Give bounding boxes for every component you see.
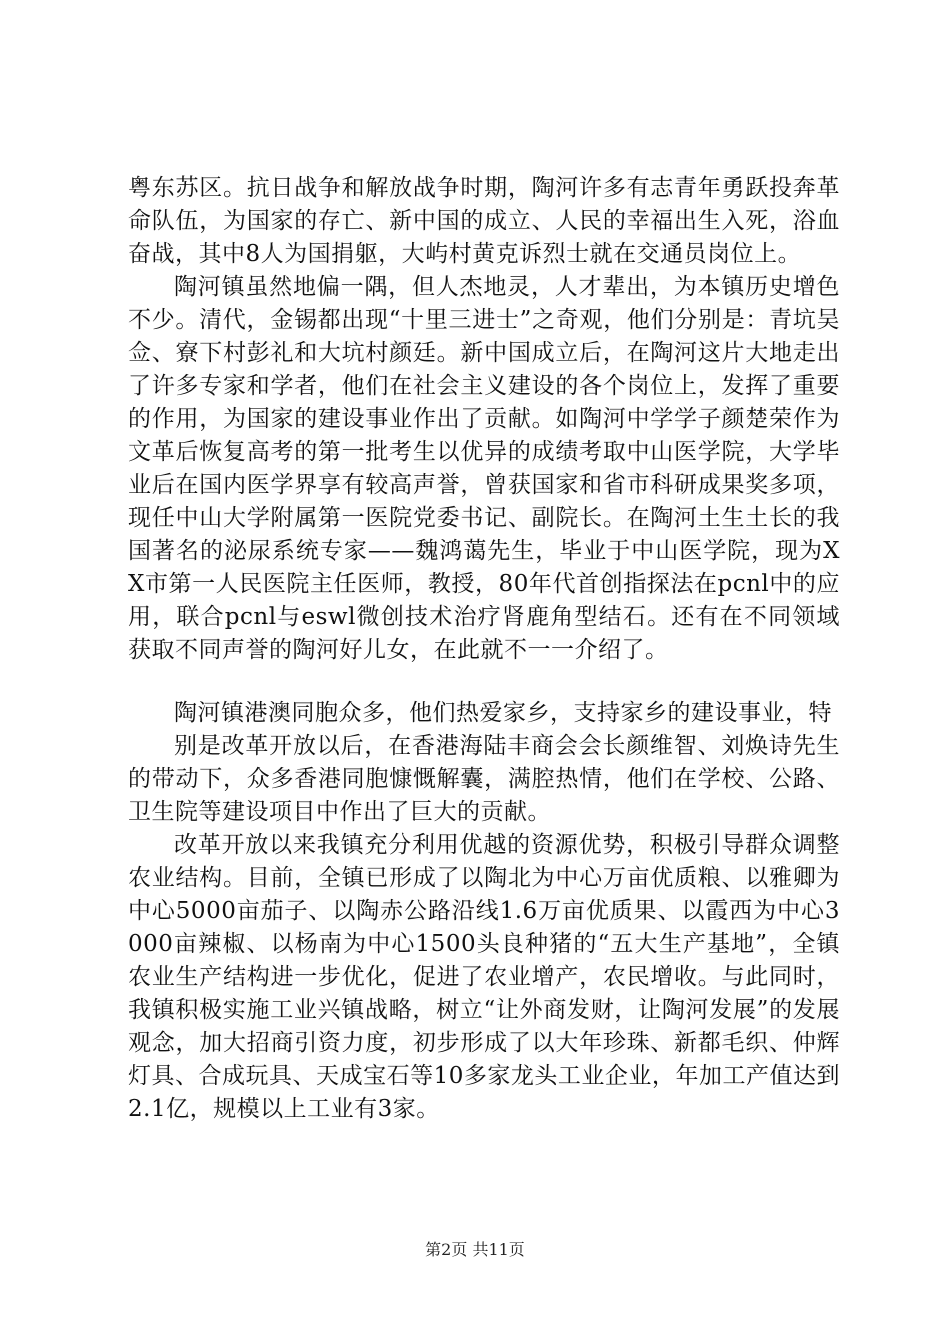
page-number-label: 第2页 共11页 [425, 1240, 525, 1259]
paragraph-3: 陶河镇港澳同胞众多，他们热爱家乡，支持家乡的建设事业，特 [174, 700, 832, 726]
paragraph-2: 陶河镇虽然地偏一隅，但人杰地灵，人才辈出，为本镇历史增色不少。清代，金锡都出现“十里三进士”之奇观，他们分别是：青坑吴佥、寮下村彭礼和大坑村颜廷。新中国成立后，在陶河这片大地走出了许多专家和学者，他们在社会主义建设的各个岗位上，发挥了重要的作用，为国家的建设事业作出了贡献。如陶河中学学子颜楚荣作为文革后恢复高考的第一批考生以优异的成绩考取中山医学院，大学毕业后在国内医学界享有较高声誉，曾获国家和省市科研成果奖多项，现任中山大学附属第一医院党委书记、副院长。在陶河土生土长的我国著名的泌尿系统专家——魏鸿蔼先生，毕业于中山医学院，现为XX市第一人民医院主任医师，教授，80年代首创指探法在pcnl中的应用，联合pcnl与eswl微创技术治疗肾鹿角型结石。还有在不同领域获取不同声誉的陶河好儿女，在此就不一一介绍了。 [128, 274, 840, 663]
paragraph-4: 别是改革开放以后，在香港海陆丰商会会长颜维智、刘焕诗先生的带动下，众多香港同胞慷慨解囊，满腔热情，他们在学校、公路、卫生院等建设项目中作出了巨大的贡献。 [128, 733, 840, 825]
paragraph-5: 改革开放以来我镇充分利用优越的资源优势，积极引导群众调整农业结构。目前，全镇已形成了以陶北为中心万亩优质粮、以雅卿为中心5000亩茄子、以陶赤公路沿线1.6万亩优质果、以霞西为中心3000亩辣椒、以杨南为中心1500头良种猪的“五大生产基地”，全镇农业生产结构进一步优化，促进了农业增产，农民增收。与此同时，我镇积极实施工业兴镇战略，树立“让外商发财，让陶河发展”的发展观念，加大招商引资力度，初步形成了以大年珍珠、新都毛织、仲辉灯具、合成玩具、天成宝石等10多家龙头工业企业，年加工产值达到2.1亿，规模以上工业有3家。 [128, 832, 840, 1122]
page-footer [0, 1240, 950, 1260]
paragraph-1: 粤东苏区。抗日战争和解放战争时期，陶河许多有志青年勇跃投奔革命队伍，为国家的存亡、新中国的成立、人民的幸福出生入死，浴血奋战，其中8人为国捐躯，大屿村黄克诉烈士就在交通员岗位上。 [128, 175, 840, 267]
document-body [128, 172, 840, 1126]
